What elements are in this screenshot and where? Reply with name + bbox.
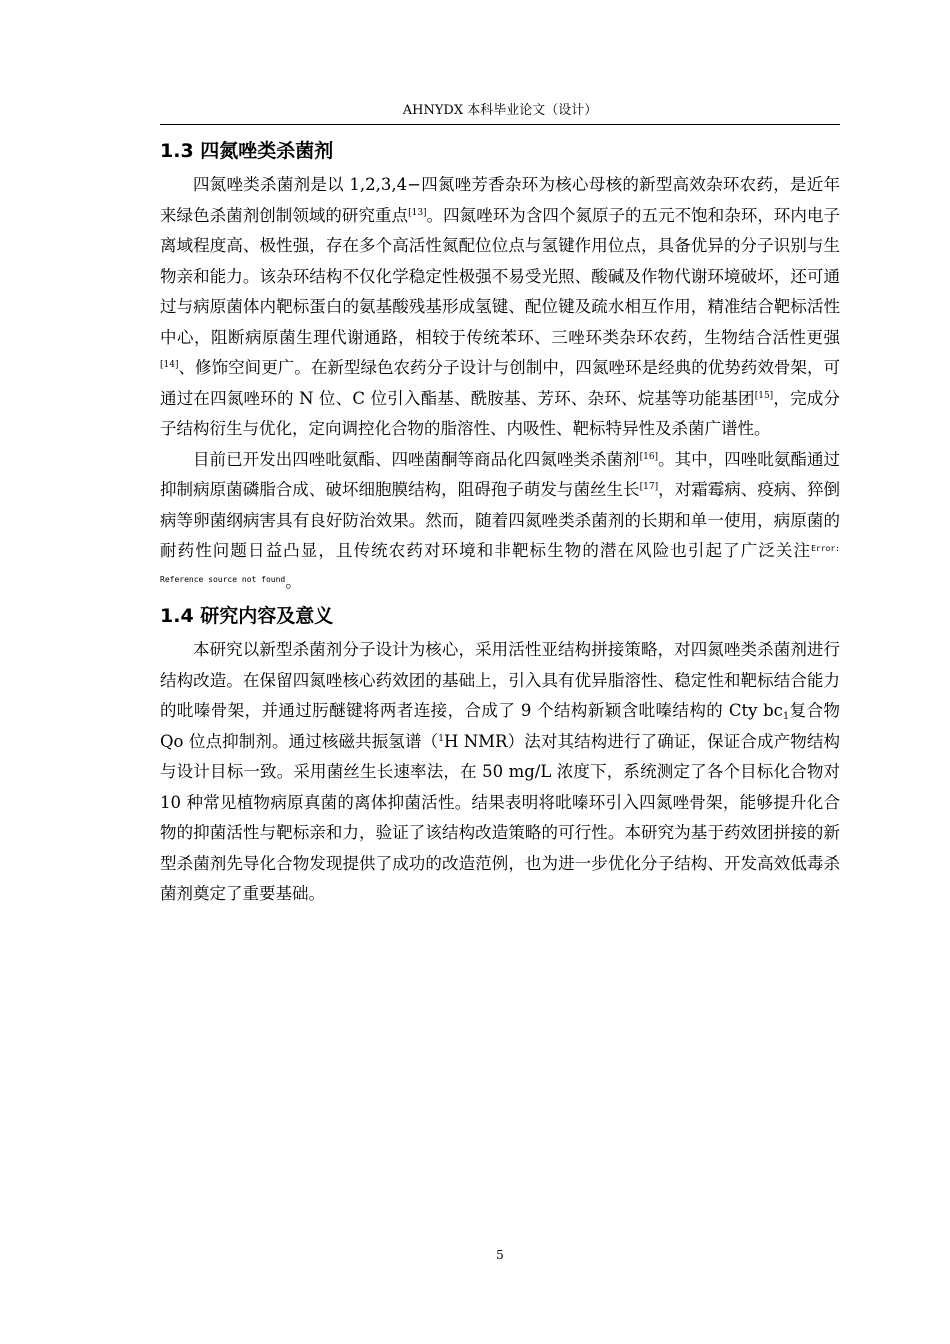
section-heading-1-4: 1.4 研究内容及意义 (160, 605, 334, 627)
text-run: 复合物 Qo 位点抑制剂。通过核磁共振氢谱（ (160, 701, 841, 751)
header-rule (160, 124, 840, 125)
reference-error: Error: Reference source not found (160, 544, 840, 584)
superscript: 1 (438, 733, 444, 744)
text-run: H NMR）法对其结构进行了确证，保证合成产物结构与设计目标一致。采用菌丝生长速率法，在 50 mg/L 浓度下，系统测定了各个目标化合物对 10 种常见植物病原真菌的离体抑菌活性。结果表明将吡嗪环引入四氮唑骨架，能够提升化合物的抑菌活性与靶标亲和力，验证了该结构改造策略的可行性。本研究为基于药效团拼接的新型杀菌剂先导化合物发现提供了成功的改造范例，也为进一步优化分子结构、开发高效低毒杀菌剂奠定了重要基础。 (160, 731, 841, 903)
text-run: 。 (285, 571, 302, 591)
text-run: 目前已开发出四唑吡氨酯、四唑菌酮等商品化四氮唑类杀菌剂 (193, 449, 640, 469)
page-number: 5 (496, 1248, 504, 1262)
text-run: 本研究以新型杀菌剂分子设计为核心，采用活性亚结构拼接策略，对四氮唑类杀菌剂进行结构改造。在保留四氮唑核心药效团的基础上，引入具有优异脂溶性、稳定性和靶标结合能力的吡嗪骨架，并通过肟醚键将两者连接，合成了 9 个结构新颖含吡嗪结构的 Cty bc (160, 640, 840, 720)
text-run: ，完成分子结构衍生与优化，定向调控化合物的脂溶性、内吸性、靶标特异性及杀菌广谱性。 (160, 388, 841, 438)
citation-ref: [13] (408, 207, 427, 218)
paragraph-1-4-1 (160, 635, 840, 910)
citation-ref: [16] (639, 451, 659, 462)
section-heading-1-3: 1.3 四氮唑类杀菌剂 (160, 140, 334, 162)
paragraph-1-3-1 (160, 170, 840, 445)
text-run: 。其中，四唑吡氨酯通过抑制病原菌磷脂合成、破坏细胞膜结构，阻碍孢子萌发与菌丝生长 (160, 449, 841, 499)
text-run: 四氮唑类杀菌剂是以 1,2,3,4−四氮唑芳香杂环为核心母核的新型高效杂环农药，是近年来绿色杀菌剂创制领域的研究重点 (160, 175, 840, 225)
running-header: AHNYDX 本科毕业论文（设计） (402, 103, 598, 118)
citation-ref: [15] (754, 390, 774, 401)
text-run: ，对霜霉病、疫病、猝倒病等卵菌纲病害具有良好防治效果。然而，随着四氮唑类杀菌剂的长期和单一使用，病原菌的耐药性问题日益凸显，且传统农药对环境和非靶标生物的潜在风险也引起了广泛关注 (160, 480, 841, 560)
text-run: 。四氮唑环为含四个氮原子的五元不饱和杂环，环内电子离域程度高、极性强，存在多个高活性氮配位位点与氢键作用位点，具备优异的分子识别与生物亲和能力。该杂环结构不仅化学稳定性极强不易受光照、酸碱及作物代谢环境破坏，还可通过与病原菌体内靶标蛋白的氨基酸残基形成氢键、配位键及疏水相互作用，精准结合靶标活性中心，阻断病原菌生理代谢通路，相较于传统苯环、三唑环类杂环农药，生物结合活性更强 (160, 205, 841, 347)
text-run: 、修饰空间更广。在新型绿色农药分子设计与创制中，四氮唑环是经典的优势药效骨架，可通过在四氮唑环的 N 位、C 位引入酯基、酰胺基、芳环、杂环、烷基等功能基团 (160, 358, 840, 408)
page-content (160, 136, 840, 910)
citation-ref: [14] (160, 360, 179, 370)
paragraph-1-3-2 (160, 445, 840, 598)
citation-ref: [17] (639, 482, 659, 492)
subscript: 1 (782, 711, 790, 722)
